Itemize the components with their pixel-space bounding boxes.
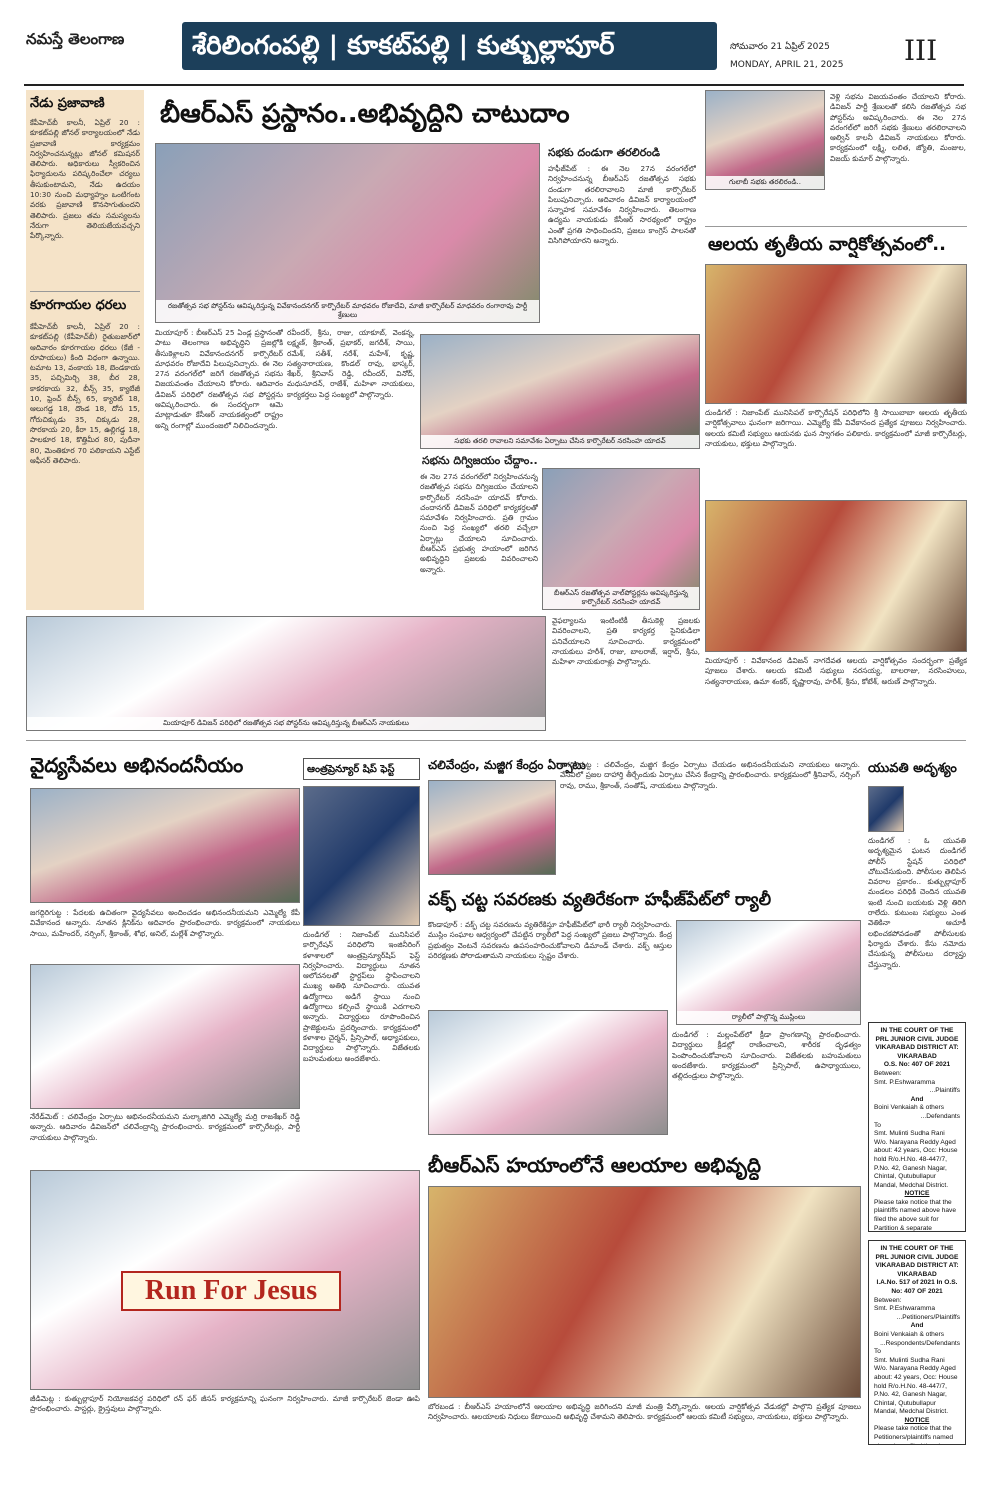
waqf-rally-photo [676, 920, 861, 1025]
run-for-jesus-banner: Run For Jesus [121, 1271, 341, 1311]
top-story-photo-2 [420, 334, 700, 449]
chalivendram-photo [428, 780, 556, 875]
notice-1-and: And [910, 1095, 924, 1103]
top-story-col-5: వైఫల్యాలను ఇంటింటికీ తీసుకెళ్లి ప్రజలకు వివరించాలని, ప్రతి కార్యకర్త సైనికుడిలా పనిచేయాలని సూచించారు. కార్యక్రమంలో నాయకులు హరీశ్, రాజు, బాలరాజ్, ఇర్షాద్, శ్రీను, మహిళా నాయకురాళ్లు పాల్గొన్నారు. [552, 616, 700, 667]
top-story-photo-1 [155, 143, 540, 323]
top-story-headline: బీఆర్‌ఎస్ ప్రస్థానం..అభివృద్ధిని చాటుదాం [160, 99, 570, 129]
right-photo-rally-caption: గులాబీ సభకు తరలిరండి.. [706, 176, 824, 189]
notice-2-defendant: Boini Venkaiah & others [874, 1330, 945, 1338]
waqf-rally-text: కొండాపూర్ : వక్ఫ్ చట్ట సవరణను వ్యతిరేకిస్తూ హఫీజ్‌పేట్‌లో భారీ ర్యాలీ నిర్వహించారు. ముస్లిం సంఘాల ఆధ్వర్యంలో చేపట్టిన ర్యాలీలో పెద్ద సంఖ్యలో ప్రజలు పాల్గొన్నారు. కేంద్ర ప్రభుత్వం వెంటనే సవరణను ఉపసంహరించుకోవాలని డిమాండ్ చేశారు. వక్ఫ్ ఆస్తుల పరిరక్షణకు పోరాడుతామని నాయకులు స్పష్టం చేశారు. [428, 920, 672, 960]
temple-anniversary-headline: ఆలయ తృతీయ వార్షికోత్సవంలో.. [708, 234, 946, 255]
date-telugu: సోమవారం 21 ఏప్రిల్ 2025 [730, 42, 830, 52]
brs-temples-headline: బీఆర్‌ఎస్ హయాంలోనే ఆలయాల అభివృద్ధి [428, 1153, 762, 1177]
run-for-jesus-photo [30, 1170, 420, 1390]
top-story-subhead-1: సభకు దండుగా తరలిరండి [548, 146, 660, 159]
sports-photo [428, 1010, 668, 1135]
masthead [0, 0, 981, 88]
medical-photo [30, 788, 300, 903]
notice-2-between: Between: [874, 1296, 902, 1304]
notice-2-plaintiff-role: ...Petitioners/Plaintiffs [896, 1313, 960, 1321]
masthead-rule [24, 84, 964, 86]
notice-2-os: I.A.No. 517 of 2021 In O.S. No: 407 OF 2021 [876, 1279, 958, 1295]
court-notice-1 [868, 1022, 966, 1232]
notice-1-title: NOTICE [904, 1190, 930, 1198]
top-story-col-4: హఫీజ్‌పేట్ : ఈ నెల 27న వరంగల్‌లో నిర్వహించనున్న బీఆర్‌ఎస్ రజతోత్సవ సభకు దండుగా తరలిరావాలని మాజీ కార్పొరేటర్ పిలుపునిచ్చారు. ఆదివారం డివిజన్ కార్యాలయంలో సన్నాహక సమావేశం నిర్వహించారు. తెలంగాణ ఉద్యమ నాయకుడు కేసీఆర్ సారథ్యంలో రాష్ట్రం ఎంతో ప్రగతి సాధించిందని, ప్రజలు కాంగ్రెస్ పాలనతో విసిగిపోయారని అన్నారు. [548, 164, 696, 246]
notice-2-address: Smt. Mulinti Sudha Rani W/o. Narayana Reddy Aged about: 42 years, Occ: House hold R/o.H.No. 48-447/7, P.No. 42, Ganesh Nagar, Chintal, Qutubullapur Mandal, Medchal District. [874, 1356, 958, 1416]
right-photo-rally [705, 90, 825, 190]
notice-1-defendant: Boini Venkaiah & others [874, 1104, 945, 1112]
brand-logo: నమస్తే తెలంగాణ [26, 30, 125, 48]
entrepreneur-speaker-photo [303, 786, 420, 926]
notice-1-body: Please take notice that the plaintiffs named above have filed the above suit for Partition & separate [874, 1198, 956, 1232]
top-story-photo-4-caption: మియాపూర్ డివిజన్ పరిధిలో రజతోత్సవ సభ పోస్టర్‌ను ఆవిష్కరిస్తున్న బీఆర్‌ఎస్ నాయకులు [27, 717, 545, 730]
court-notice-2 [868, 1240, 966, 1445]
notice-1-between: Between: [874, 1069, 902, 1077]
brs-temples-photo [428, 1186, 861, 1398]
chalivendram-text: జగద్గిరిగుట్ట : చలివేంద్రం, మజ్జిగ కేంద్రం ఏర్పాటు చేయడం అభినందనీయమని నాయకులు అన్నారు. వేసవిలో ప్రజల దాహార్తి తీర్చేందుకు ఏర్పాటు చేసిన కేంద్రాన్ని ప్రారంభించారు. కార్యక్రమంలో శ్రీనివాస్, నర్సింగ్ రావు, రాము, శ్రీకాంత్, సంతోష్, నాయకులు పాల్గొన్నారు. [560, 760, 860, 790]
sports-text: దుండిగల్ : మల్లంపేట్‌లో క్రీడా ప్రాంగణాన్ని ప్రారంభించారు. విద్యార్థులు క్రీడల్లో రాణించాలని, శారీరక దృఢత్వం పెంపొందించుకోవాలని సూచించారు. విజేతలకు బహుమతులు అందజేశారు. కార్యక్రమంలో ప్రిన్సిపాల్, ఉపాధ్యాయులు, తల్లిదండ్రులు పాల్గొన్నారు. [672, 1030, 861, 1081]
top-story-photo-4 [26, 616, 546, 731]
top-story-col-2: రవీందర్, శ్రీను, రాజు, యాకూబ్, వెంకన్న, లక్ష్మణ్, శ్రీకాంత్, ప్రభాకర్, జగదీశ్, సాయి, రమేశ్, సతీశ్, నరేశ్, మహేశ్, కృష్ణ, సత్యనారాయణ, కొండల్ రావు, భాస్కర్, శేఖర్, శ్రీనివాస్ రెడ్డి, రవీందర్, వినోద్, మధుసూదన్, రాజేశ్, మహిళా నాయకులు, కార్యకర్తలు పెద్ద సంఖ్యలో పాల్గొన్నారు. [287, 328, 415, 399]
notice-2-defendant-role: ...Respondents/Defendants [880, 1339, 960, 1347]
entrepreneur-headline-box [303, 758, 420, 780]
top-story-col-1: మియాపూర్ : బీఆర్‌ఎస్ 25 ఏండ్ల ప్రస్థానంతో పాటు తెలంగాణ అభివృద్ధిని ప్రజల్లోకి తీసుకెళ్లాలని వివేకానందనగర్ కార్పొరేటర్ మాధవరం రోజాదేవి పిలుపునిచ్చారు. ఈ నెల 27న వరంగల్‌లో జరిగే రజతోత్సవ సభను విజయవంతం చేయాలని కోరారు. ఆదివారం డివిజన్ పరిధిలో రజతోత్సవ సభ పోస్టర్లను ఆవిష్కరించారు. ఈ సందర్భంగా ఆమె మాట్లాడుతూ కేసీఆర్ నాయకత్వంలో రాష్ట్రం అన్ని రంగాల్లో ముందంజలో నిలిచిందన్నారు. [155, 328, 283, 430]
medical-text: జగద్గిరిగుట్ట : పేదలకు ఉచితంగా వైద్యసేవలు అందించడం అభినందనీయమని ఎమ్మెల్యే కేపీ వివేకానంద అన్నారు. నూతన క్లినిక్‌ను ఆదివారం ప్రారంభించారు. కార్యక్రమంలో నాయకులు సాయి, మహేందర్, నర్సింగ్, శ్రీకాంత్, శోభ, అనిల్, మల్లేశ్ పాల్గొన్నారు. [30, 908, 300, 938]
masthead-title: శేరిలింగంపల్లి | కూకట్‌పల్లి | కుత్బుల్లాపూర్ [192, 31, 615, 61]
temple-photo-1 [705, 264, 967, 404]
run-for-jesus-caption: జీడిమెట్ల : కుత్బుల్లాపూర్ నియోజకవర్గ పరిధిలో రన్ ఫర్ జీసస్ కార్యక్రమాన్ని ఘనంగా నిర్వహించారు. మాజీ కార్పొరేటర్ జెండా ఊపి ప్రారంభించారు. పాస్టర్లు, క్రైస్తవులు పాల్గొన్నారు. [30, 1394, 420, 1414]
sidebar-heading-prajavani: నేడు ప్రజావాణి [30, 96, 105, 111]
notice-1-court: IN THE COURT OF THE PRL JUNIOR CIVIL JUDGE VIKARABAD DISTRICT AT: VIKARABAD [875, 1027, 959, 1060]
notice-2-title: NOTICE [904, 1416, 930, 1424]
top-story-photo-1-caption: రజతోత్సవ సభ పోస్టర్‌ను ఆవిష్కరిస్తున్న వివేకానందనగర్ కార్పొరేటర్ మాధవరం రోజాదేవి, మాజీ కార్పొరేటర్ మాధవరం రంగారావు పార్టీ శ్రేణులు [156, 300, 539, 322]
medical-text-2: నేరేడ్‌మెట్ : చలివేంద్రం ఏర్పాటు అభినందనీయమని మల్కాజిగిరి ఎమ్మెల్యే మర్రి రాజశేఖర్ రెడ్డి అన్నారు. ఆదివారం డివిజన్‌లో చలివేంద్రాన్ని ప్రారంభించారు. కార్యక్రమంలో కార్పొరేటర్లు, పార్టీ నాయకులు పాల్గొన్నారు. [30, 1112, 300, 1142]
notice-1-defendant-role: ...Defendants [920, 1112, 960, 1120]
sidebar-prajavani-text: కేపీహెచ్‌బీ కాలనీ, ఏప్రిల్ 20 : కూకట్‌పల్లి జోనల్ కార్యాలయంలో నేడు ప్రజావాణి కార్యక్రమం నిర్వహించనున్నట్లు జోనల్ కమిషనర్ తెలిపారు. అధికారులు స్వీకరించిన ఫిర్యాదులను పరిష్కరించేలా చర్యలు తీసుకుంటామని, నేడు ఉదయం 10:30 నుంచి మధ్యాహ్నం ఒంటిగంట వరకు ప్రజావాణి కొనసాగుతుందని తెలిపారు. ప్రజలు తమ సమస్యలను నేరుగా తెలియజేయవచ్చని పేర్కొన్నారు. [30, 118, 140, 241]
chalivendram-headline: చలివేంద్రం, మజ్జిగ కేంద్రం ఏర్పాటు [428, 758, 586, 772]
medical-headline: వైద్యసేవలు అభినందనీయం [30, 753, 244, 777]
notice-1-plaintiff: Smt. P.Eshwaramma [874, 1078, 936, 1086]
chalivendram-photo-lower-left [30, 964, 300, 1109]
sidebar-heading-vegetables: కూరగాయల ధరలు [30, 298, 127, 313]
entrepreneur-text: దుండిగల్ : నిజాంపేట్ మునిసిపల్ కార్పొరేషన్ పరిధిలోని ఇంజినీరింగ్ కళాశాలలో ఆంత్రప్రెన్యూర్‌షిప్ ఫెస్ట్ నిర్వహించారు. విద్యార్థులు నూతన ఆలోచనలతో స్టార్టప్‌లు స్థాపించాలని ముఖ్య అతిథి సూచించారు. యువత ఉద్యోగాలు అడిగే స్థాయి నుంచి ఉద్యోగాలు కల్పించే స్థాయికి ఎదగాలని అన్నారు. విద్యార్థులు రూపొందించిన ప్రాజెక్టులను ప్రదర్శించారు. కార్యక్రమంలో కళాశాల చైర్మన్, ప్రిన్సిపాల్, అధ్యాపకులు, విద్యార్థులు పాల్గొన్నారు. విజేతలకు బహుమతులు అందజేశారు. [303, 930, 420, 1063]
temple-text-1: దుండిగల్ : నిజాంపేట్ మునిసిపల్ కార్పొరేషన్ పరిధిలోని శ్రీ సాయిబాబా ఆలయ తృతీయ వార్షికోత్సవాలు ఘనంగా జరిగాయి. ఎమ్మెల్యే కేపీ వివేకానంద ప్రత్యేక పూజలు నిర్వహించారు. ఆలయ కమిటీ సభ్యులు ఆయనకు ఘన స్వాగతం పలికారు. కార్యక్రమంలో మాజీ కార్పొరేటర్లు, నాయకులు, భక్తులు పాల్గొన్నారు. [705, 408, 967, 448]
notice-2-plaintiff: Smt. P.Eshwaramma [874, 1305, 936, 1313]
top-story-subhead-2: సభను దిగ్విజయం చేద్దాం.. [422, 454, 538, 467]
right-divider-1 [705, 226, 967, 227]
top-story-photo-2-caption: సభకు తరలి రావాలని సమావేశం ఏర్పాటు చేసిన కార్పొరేటర్ నరసింహ యాదవ్ [421, 435, 699, 448]
notice-2-and: And [910, 1322, 924, 1330]
notice-1-to: To [874, 1121, 881, 1129]
youth-missing-text: దుండిగల్ : ఓ యువతి అదృశ్యమైన ఘటన దుండిగల్ పోలీస్ స్టేషన్ పరిధిలో చోటుచేసుకుంది. పోలీసుల తెలిపిన వివరాల ప్రకారం.. కుత్బుల్లాపూర్ మండలం పరిధికి చెందిన యువతి ఇంటి నుంచి బయటకు వెళ్లి తిరిగి రాలేదు. కుటుంబ సభ్యులు ఎంత వెతికినా ఆచూకీ లభించకపోవడంతో పోలీసులకు ఫిర్యాదు చేశారు. కేసు నమోదు చేసుకున్న పోలీసులు దర్యాప్తు చేస్తున్నారు. [868, 836, 966, 969]
sidebar-divider [30, 291, 140, 292]
notice-2-to: To [874, 1348, 881, 1356]
notice-1-os: O.S. No: 407 OF 2021 [883, 1061, 951, 1069]
top-story-photo-3-caption: బీఆర్‌ఎస్ రజతోత్సవ వాల్‌పోస్టర్లను ఆవిష్కరిస్తున్న కార్పొరేటర్ నరసింహ యాదవ్ [543, 587, 699, 609]
sidebar [26, 90, 144, 610]
temple-text-2: మియాపూర్ : వివేకానంద డివిజన్ నాగదేవత ఆలయ వార్షికోత్సవం సందర్భంగా ప్రత్యేక పూజలు చేశారు. ఆలయ కమిటీ సభ్యులు నరసయ్య, బాలరాజు, నరసింహులు, సత్యనారాయణ, ఉమా శంకర్, కృష్ణారావు, హరీశ్, శ్రీను, కోటేశ్, అరుణ్ పాల్గొన్నారు. [705, 656, 967, 686]
right-rally-text: వెళ్లి సభను విజయవంతం చేయాలని కోరారు. డివిజన్ పార్టీ శ్రేణులతో కలిసి రజతోత్సవ సభ పోస్టర్‌ను ఆవిష్కరించారు. ఈ నెల 27న వరంగల్‌లో జరిగే సభకు శ్రేణులు తరలిరావాలని ఆల్విన్ కాలనీ డివిజన్ నాయకులు కోరారు. కార్యక్రమంలో లక్ష్మి, లలిత, జ్యోతి, మంజుల, విజయ్ కుమార్ పాల్గొన్నారు. [830, 92, 966, 163]
youth-missing-headline: యువతి అదృశ్యం [868, 761, 957, 776]
notice-1-plaintiff-role: ...Plaintiffs [929, 1087, 960, 1095]
notice-1-address: Smt. Mulinti Sudha Rani W/o. Narayana Reddy Aged about: 42 years, Occ: House hold R/o.H.No. 48-447/7, P.No. 42, Ganesh Nagar, Chintal, Qutubullapur Mandal, Medchal District. [874, 1130, 958, 1189]
page-divider-horizontal [26, 740, 966, 741]
date-english: MONDAY, APRIL 21, 2025 [730, 60, 844, 70]
waqf-rally-headline: వక్ఫ్ చట్ట సవరణకు వ్యతిరేకంగా హఫీజ్‌పేట్‌లో ర్యాలీ [428, 890, 772, 910]
sidebar-vegetable-prices: కేపీహెచ్‌బీ కాలనీ, ఏప్రిల్ 20 : కూకట్‌పల్లి (కేపీహెచ్‌బీ) రైతుబజార్‌లో ఆదివారం కూరగాయల ధరలు (కేజీ - రూపాయలు) కింది విధంగా ఉన్నాయి. టమాట 13, వంకాయ 18, బెండకాయ 35, పచ్చిమిర్చి 38, బీర 28, కాకరకాయ 32, బీన్స్ 35, క్యాబేజీ 10, ఫ్రెంచ్ బీన్స్ 65, క్యారెట్ 18, ఆలుగడ్డ 18, దొండ 18, దోస 15, గోరుచిక్కుడు 35, చిక్కుడు 28, సొరకాయ 20, కీరా 15, ఉల్లిగడ్డ 18, పాలకూర 18, కొత్తిమీర 80, పుదీనా 80, మెంతికూర 70 పలికాయని ఎస్టేట్ ఆఫీసర్ తెలిపారు. [30, 322, 140, 465]
temple-photo-2 [705, 500, 967, 652]
page-number: III [904, 34, 938, 67]
notice-2-body: Please take notice that the Petitioners/plaintiffs named [874, 1425, 954, 1442]
notice-2-court: IN THE COURT OF THE PRL JUNIOR CIVIL JUDGE VIKARABAD DISTRICT AT: VIKARABAD [875, 1245, 959, 1278]
masthead-banner [182, 22, 717, 70]
brs-temples-text: బోరబండ : బీఆర్‌ఎస్ హయాంలోనే ఆలయాల అభివృద్ధి జరిగిందని మాజీ మంత్రి పేర్కొన్నారు. ఆలయ వార్షికోత్సవ వేడుకల్లో పాల్గొని ప్రత్యేక పూజలు నిర్వహించారు. ఆలయాలకు నిధులు కేటాయించి అభివృద్ధి చేశామని తెలిపారు. కార్యక్రమంలో ఆలయ కమిటీ సభ్యులు, నాయకులు, భక్తులు పాల్గొన్నారు. [428, 1402, 861, 1422]
top-story-col-3: ఈ నెల 27న వరంగల్‌లో నిర్వహించనున్న రజతోత్సవ సభను దిగ్విజయం చేయాలని కార్పొరేటర్ నరసింహ యాదవ్ కోరారు. చందానగర్ డివిజన్ పరిధిలో కార్యకర్తలతో సమావేశం నిర్వహించారు. ప్రతి గ్రామం నుంచి పెద్ద సంఖ్యలో తరలి వచ్చేలా ఏర్పాట్లు చేయాలని సూచించారు. బీఆర్‌ఎస్ ప్రభుత్వ హయాంలో జరిగిన అభివృద్ధిని ప్రజలకు వివరించాలని అన్నారు. [420, 472, 538, 574]
top-story-photo-3 [542, 468, 700, 610]
entrepreneur-headline: ఆంత్రప్రెన్యూర్ షిప్ ఫెస్ట్ [307, 764, 395, 775]
youth-missing-photo [868, 786, 904, 832]
waqf-rally-caption: ర్యాలీలో పాల్గొన్న ముస్లింలు [677, 1011, 860, 1024]
